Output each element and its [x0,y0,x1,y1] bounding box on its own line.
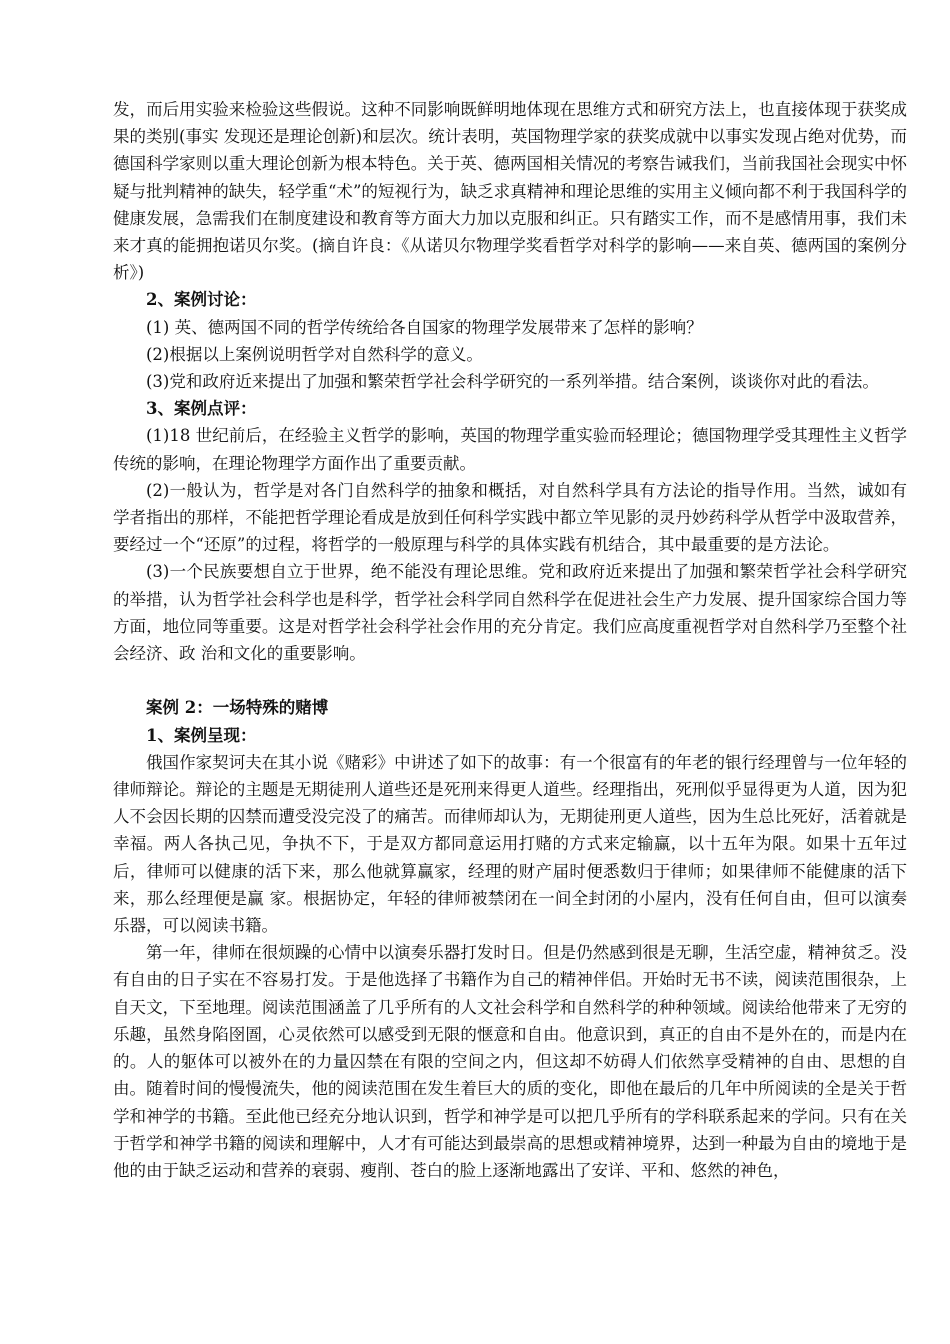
heading-case-discussion: 2、案例讨论： [146,290,257,310]
section-spacer [113,667,907,694]
case2-title: 案例 2：一场特殊的赌博 [146,698,329,718]
discussion-question-3: (3)党和政府近来提出了加强和繁荣哲学社会科学研究的一系列举措。结合案例，谈谈你对此的看法。 [146,372,879,392]
comment-paragraph-2: (2)一般认为，哲学是对各门自然科学的抽象和概括，对自然科学具有方法论的指导作用。当然，诚如有学者指出的那样，不能把哲学理论看成是放到任何科学实践中都立竿见影的灵丹妙药科学从哲学中汲取营养，要经过一个“还原”的过程，将哲学的一般原理与科学的具体实践有机结合，其中最重要的是方法论。 [113,480,907,555]
discussion-question-2: (2)根据以上案例说明哲学对自然科学的意义。 [146,344,483,364]
story-paragraph-1: 俄国作家契诃夫在其小说《赌彩》中讲述了如下的故事：有一个很富有的年老的银行经理曾与一位年轻的律师辩论。辩论的主题是无期徒刑人道些还是死刑来得更人道些。经理指出，死刑似乎显得更为人道，因为犯人不会因长期的囚禁而遭受没完没了的痛苦。而律师却认为，无期徒刑更人道些，因为生总比死好，活着就是幸福。两人各执己见，争执不下，于是双方都同意运用打赌的方式来定输赢，以十五年为限。如果十五年过后，律师可以健康的活下来，那么他就算赢家，经理的财产届时便悉数归于律师；如果律师不能健康的活下来，那么经理便是赢 家。根据协定，年轻的律师被禁闭在一间全封闭的小屋内，没有任何自由，但可以演奏乐器，可以阅读书籍。 [113,752,907,936]
comment-paragraph-3: (3)一个民族要想自立于世界，绝不能没有理论思维。党和政府近来提出了加强和繁荣哲学社会科学研究的举措，认为哲学社会科学也是科学，哲学社会科学同自然科学在促进社会生产力发展、提升国家综合国力等方面，地位同等重要。这是对哲学社会科学社会作用的充分肯定。我们应高度重视哲学对自然科学乃至整个社会经济、政 治和文化的重要影响。 [113,562,907,664]
discussion-question-1: (1) 英、德两国不同的哲学传统给各自国家的物理学发展带来了怎样的影响？ [146,317,703,337]
story-paragraph-2: 第一年，律师在很烦躁的心情中以演奏乐器打发时日。但是仍然感到很是无聊，生活空虚，精神贫乏。没有自由的日子实在不容易打发。于是他选择了书籍作为自己的精神伴侣。开始时无书不读，阅读范围很杂，上自天文，下至地理。阅读范围涵盖了几乎所有的人文社会科学和自然科学的种种领域。阅读给他带来了无穷的乐趣，虽然身陷囹圄，心灵依然可以感受到无限的惬意和自由。他意识到，真正的自由不是外在的，而是内在的。人的躯体可以被外在的力量囚禁在有限的空间之内，但这却不妨碍人们依然享受精神的自由、思想的自由。随着时间的慢慢流失，他的阅读范围在发生着巨大的质的变化，即他在最后的几年中所阅读的全是关于哲学和神学的书籍。至此他已经充分地认识到，哲学和神学是可以把几乎所有的学科联系起来的学问。只有在关于哲学和神学书籍的阅读和理解中，人才有可能达到最崇高的思想或精神境界，达到一种最为自由的境地于是他的由于缺乏运动和营养的衰弱、瘦削、苍白的脸上逐渐地露出了安详、平和、悠然的神色， [113,943,907,1180]
heading-case-presentation: 1、案例呈现： [146,725,257,745]
comment-paragraph-1: (1)18 世纪前后，在经验主义哲学的影响，英国的物理学重实验而轻理论；德国物理学受其理性主义哲学传统的影响，在理论物理学方面作出了重要贡献。 [113,426,907,473]
document-page [113,96,907,1184]
heading-case-comment: 3、案例点评： [146,399,257,419]
paragraph-continuation: 发，而后用实验来检验这些假说。这种不同影响既鲜明地体现在思维方式和研究方法上，也直接体现于获奖成果的类别(事实 发现还是理论创新)和层次。统计表明，英国物理学家的获奖成就中以事实发现占绝对优势，而德国科学家则以重大理论创新为根本特色。关于英、德两国相关情况的考察告诫我们，当前我国社会现实中怀疑与批判精神的缺失，轻学重“术”的短视行为，缺乏求真精神和理论思维的实用主义倾向都不利于我国科学的健康发展，急需我们在制度建设和教育等方面大力加以克服和纠正。只有踏实工作，而不是感情用事，我们未来才真的能拥抱诺贝尔奖。(摘自许良：《从诺贝尔物理学奖看哲学对科学的影响——来自英、德两国的案例分析》) [113,100,907,283]
